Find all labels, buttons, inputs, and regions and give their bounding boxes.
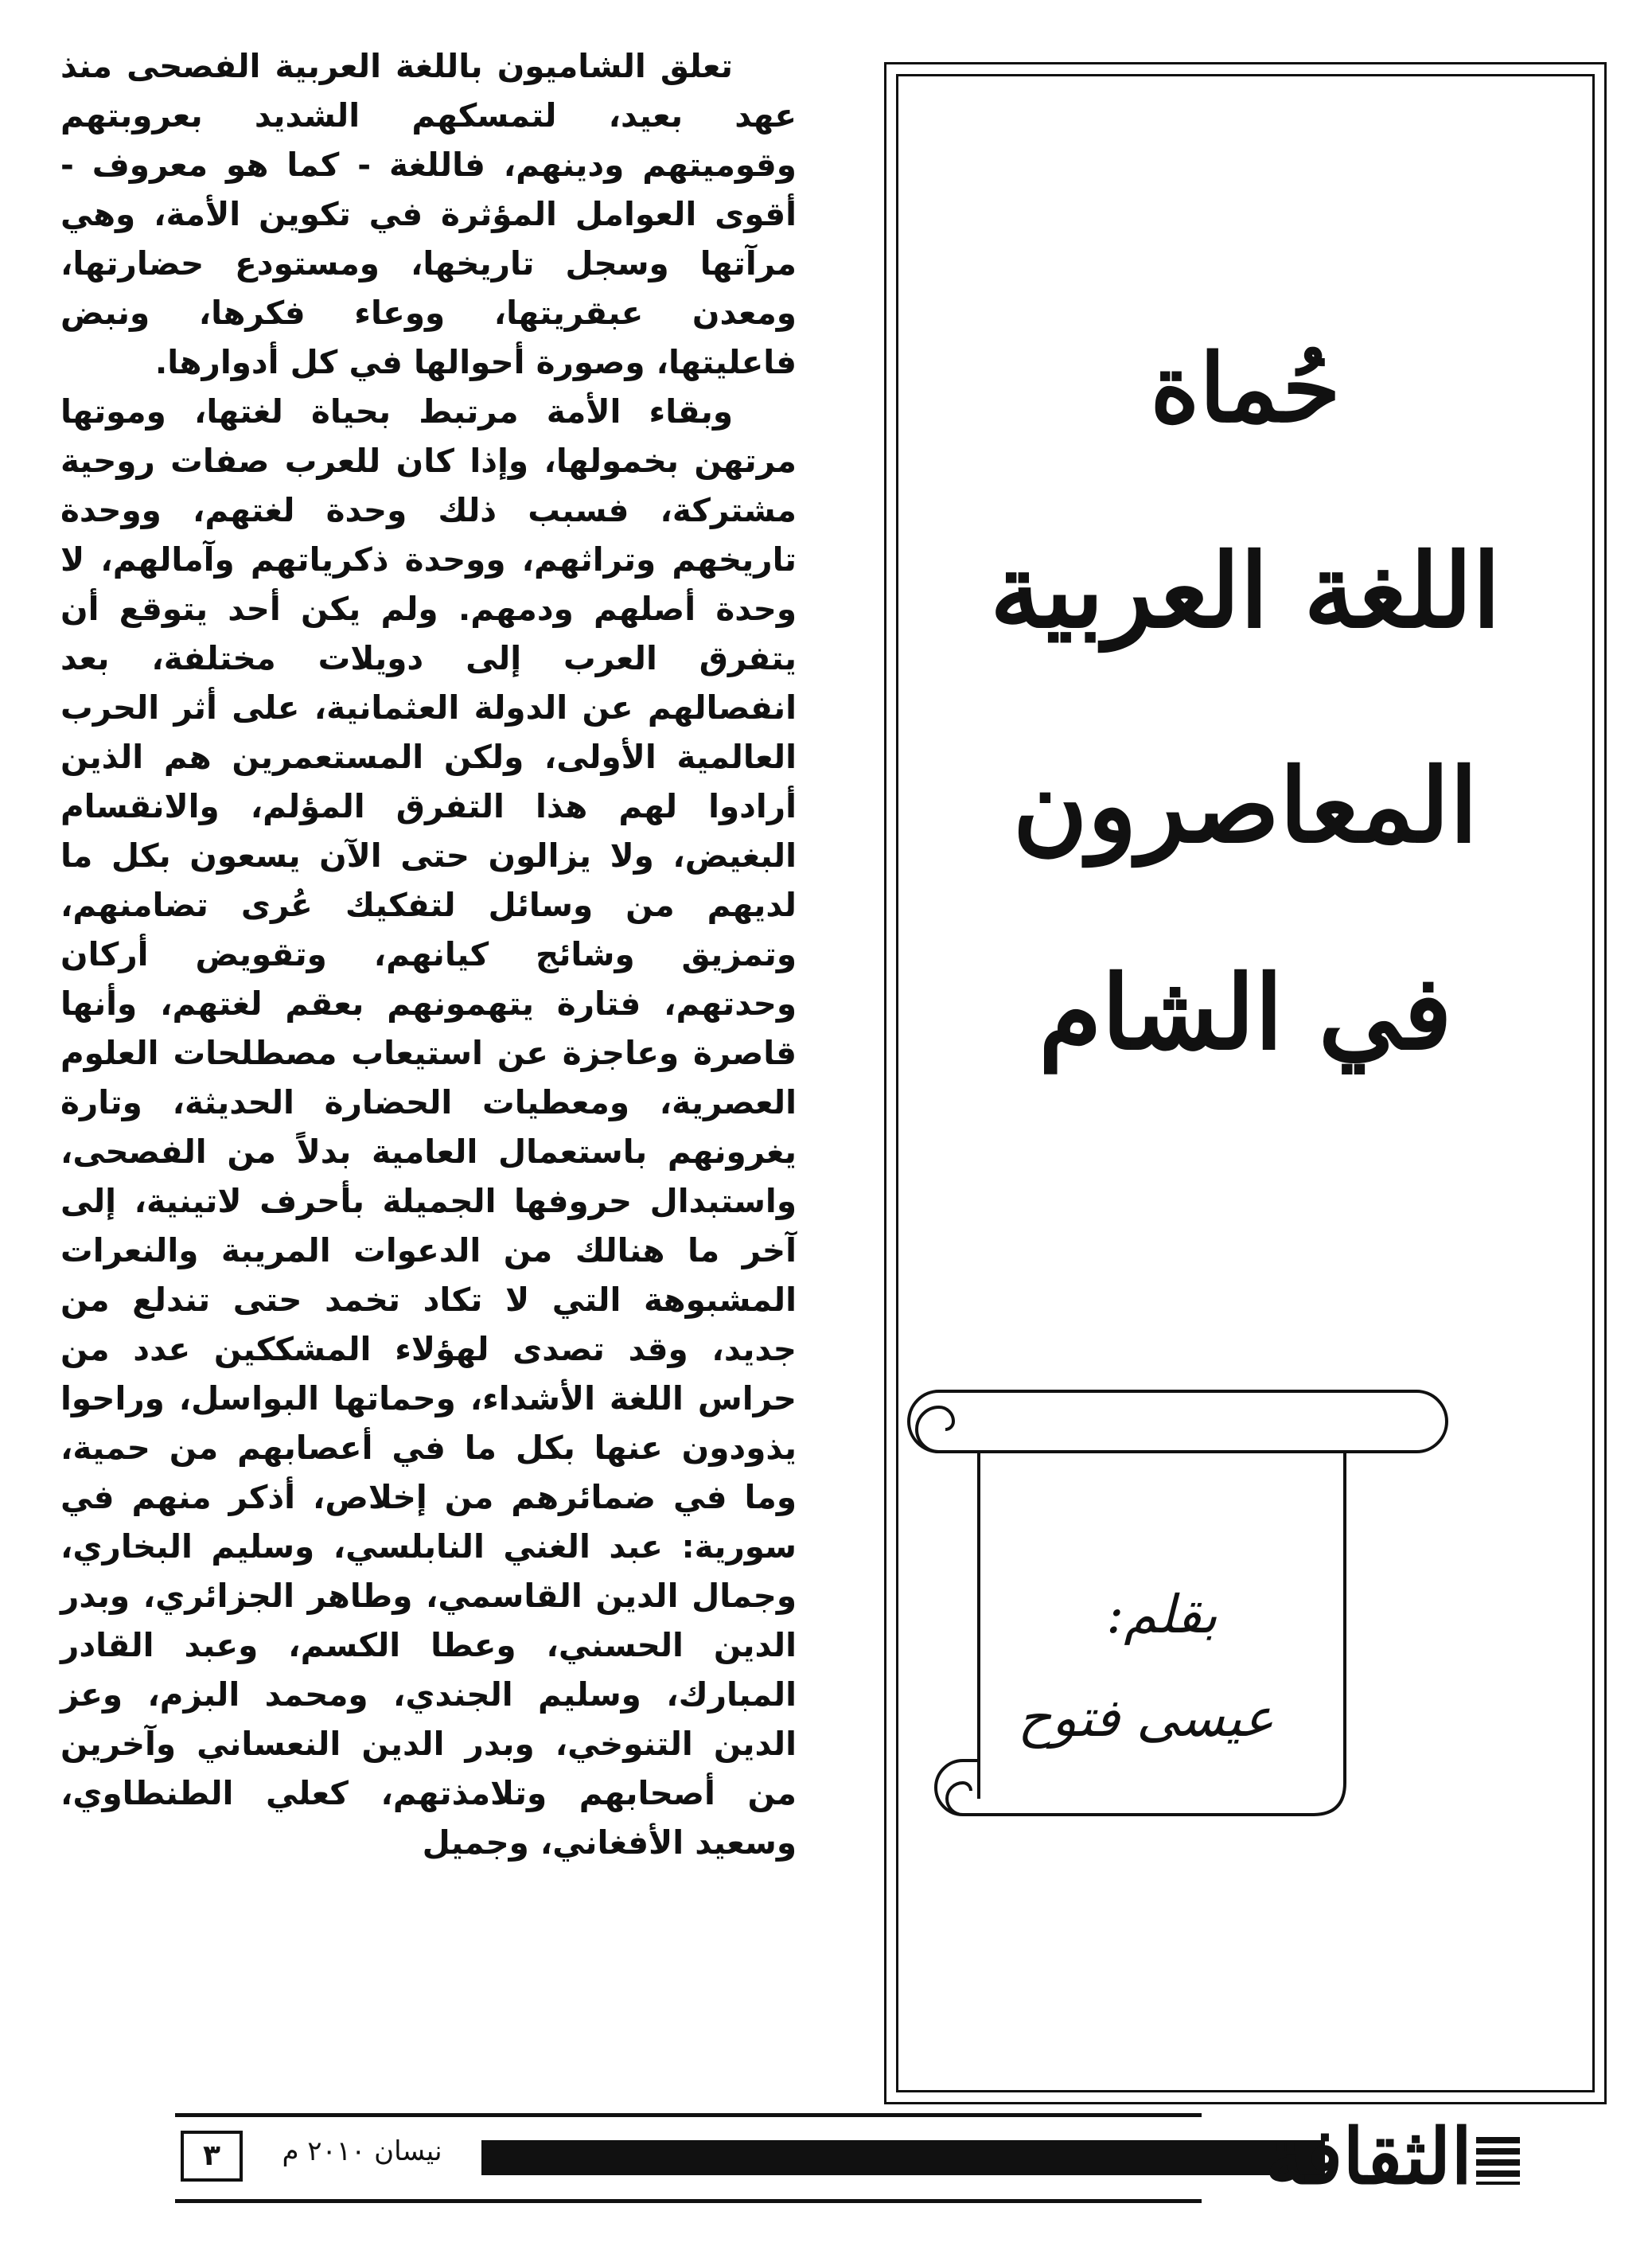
footer-rule-top: [175, 2113, 1202, 2117]
article-paragraph-2: وبقاء الأمة مرتبط بحياة لغتها، وموتها مرتهن بخمولها، وإذا كان للعرب صفات روحية مشتركة، فسبب ذلك وحدة لغتهم، ووحدة تاريخهم وتراثهم، ووحدة ذكرياتهم وآمالهم، لا وحدة أصلهم ودمهم. ولم يكن أحد يتوقع أن يتفرق العرب إلى دويلات مختلفة، بعد انفصالهم عن الدولة العثمانية، على أثر الحرب العالمية الأولى، ولكن المستعمرين هم الذين أرادوا لهم هذا التفرق المؤلم، والانقسام البغيض، ولا يزالون حتى الآن يسعون بكل ما لديهم من وسائل لتفكيك عُرى تضامنهم، وتمزيق وشائج كيانهم، وتقويض أركان وحدتهم، فتارة يتهمونهم بعقم لغتهم، وأنها قاصرة وعاجزة عن استيعاب مصطلحات العلوم العصرية، ومعطيات الحضارة الحديثة، وتارة يغرونهم باستعمال العامية بدلاً من الفصحى، واستبدال حروفها الجميلة بأحرف لاتينية، إلى آخر ما هنالك من الدعوات المريبة والنعرات المشبوهة التي لا تكاد تخمد حتى تندلع من جديد، وقد تصدى لهؤلاء المشككين عدد من حراس اللغة الأشداء، وحماتها البواسل، وراحوا يذودون عنها بكل ما في أعصابهم من حمية، وما في ضمائرهم من إخلاص، أذكر منهم في سورية: عبد الغني النابلسي، وسليم البخاري، وجمال الدين القاسمي، وطاهر الجزائري، وبدر الدين الحسني، وعطا الكسم، وعبد القادر المبارك، وسليم الجندي، ومحمد البزم، وعز الدين التنوخي، وبدر الدين النعساني وآخرين من أصحابهم وتلامذتهم، كعلي الطنطاوي، وسعيد الأفغاني، وجميل: [60, 392, 797, 1862]
title-line-1: حُماة: [1150, 333, 1341, 443]
page-footer: [175, 2113, 1520, 2209]
issue-date: نيسان ٢٠١٠ م: [282, 2135, 442, 2167]
byline-label: بقلم:: [1106, 1584, 1218, 1645]
scroll-top-curl: [917, 1407, 953, 1452]
footer-black-bar: [481, 2140, 1325, 2175]
title-line-3: المعاصرون: [1012, 747, 1479, 866]
scroll-bottom-curl: [936, 1761, 979, 1815]
title-line-2: اللغة العربية: [990, 532, 1501, 651]
footer-rule-bottom: [175, 2199, 1202, 2203]
page-number: ٣: [181, 2131, 243, 2182]
author-name: عيسى فتوح: [1017, 1687, 1275, 1749]
scroll-top-roll: [909, 1391, 1447, 1452]
article-paragraph-1: تعلق الشاميون باللغة العربية الفصحى منذ عهد بعيد، لتمسكهم الشديد بعروبتهم وقوميتهم ودينهم، فاللغة - كما هو معروف - أقوى العوامل المؤثرة في تكوين الأمة، وهي مرآتها وسجل تاريخها، ومستودع حضارتها، ومعدن عبقريتها، ووعاء فكرها، ونبض فاعليتها، وصورة أحوالها في كل أدوارها.: [60, 47, 797, 381]
magazine-logo: الثقافة: [1264, 2112, 1473, 2201]
article-body: [60, 41, 797, 2103]
title-line-4: في الشام: [1038, 953, 1452, 1073]
